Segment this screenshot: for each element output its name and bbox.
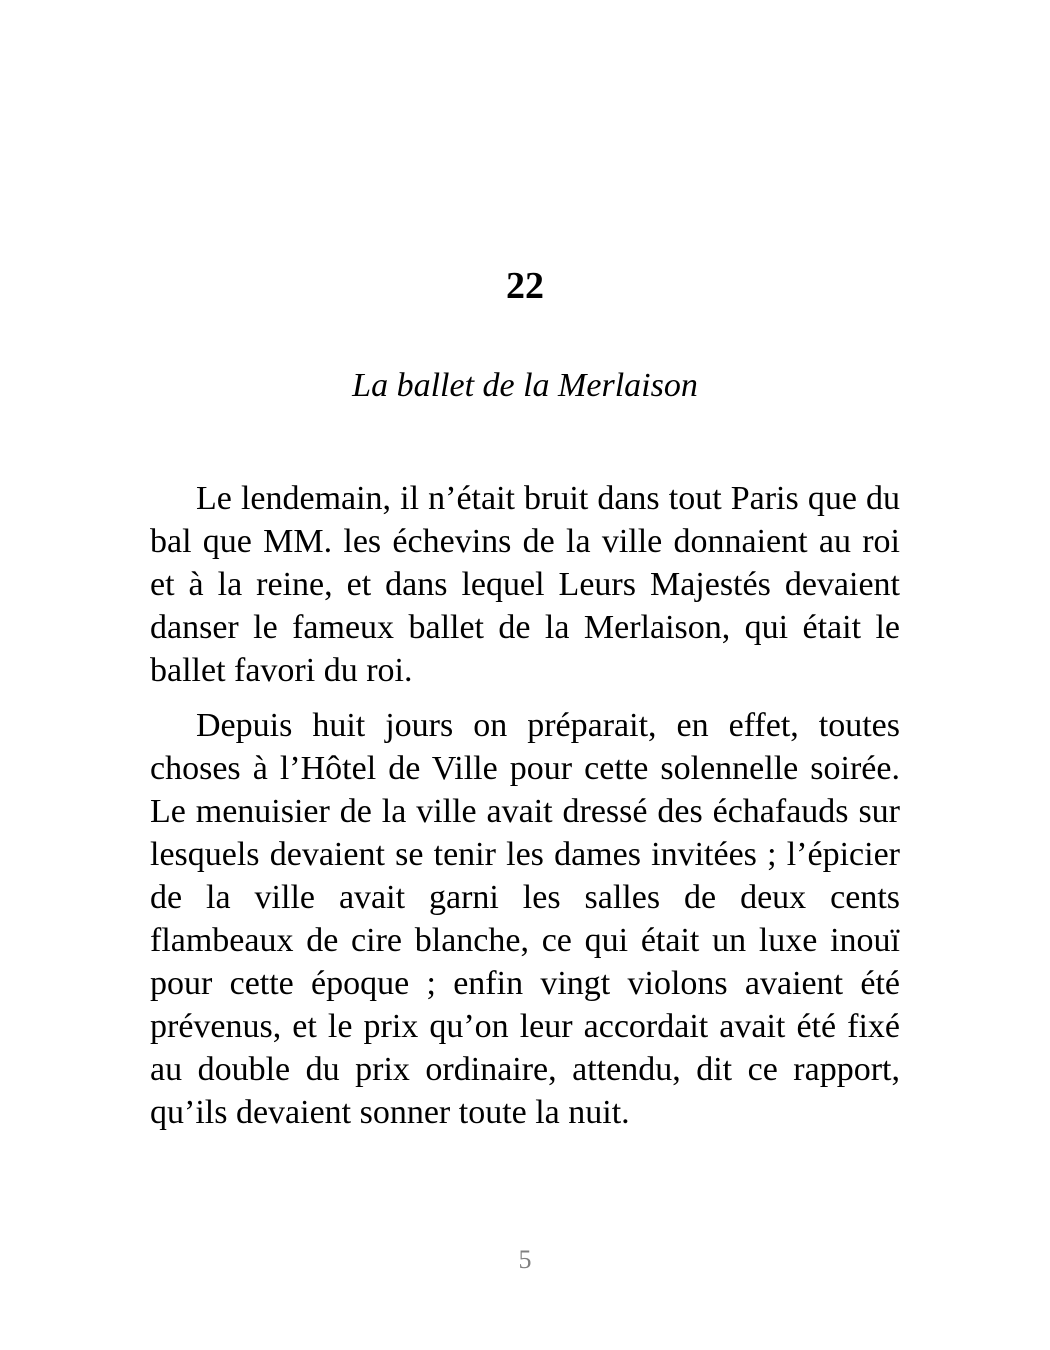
page-number: 5 <box>518 1245 532 1274</box>
chapter-body <box>150 477 900 1146</box>
chapter-number: 22 <box>506 265 544 307</box>
chapter-title: La ballet de la Merlaison <box>352 367 698 404</box>
paragraph: Depuis huit jours on préparait, en effet, toutes choses à l’Hôtel de Ville pour cette solennelle soirée. Le menuisier de la ville avait dressé des échafauds sur lesquels devaient se tenir les dames invitées ; l’épicier de la ville avait garni les salles de deux cents flambeaux de cire blanche, ce qui était un luxe inouï pour cette époque ; enfin vingt violons avaient été prévenus, et le prix qu’on leur accordait avait été fixé au double du prix ordinaire, attendu, dit ce rapport, qu’ils devaient sonner toute la nuit. <box>150 707 900 1131</box>
paragraph: Le lendemain, il n’était bruit dans tout Paris que du bal que MM. les échevins de la ville donnaient au roi et à la reine, et dans lequel Leurs Majestés devaient danser le fameux ballet de la Merlaison, qui était le ballet favori du roi. <box>150 480 900 689</box>
